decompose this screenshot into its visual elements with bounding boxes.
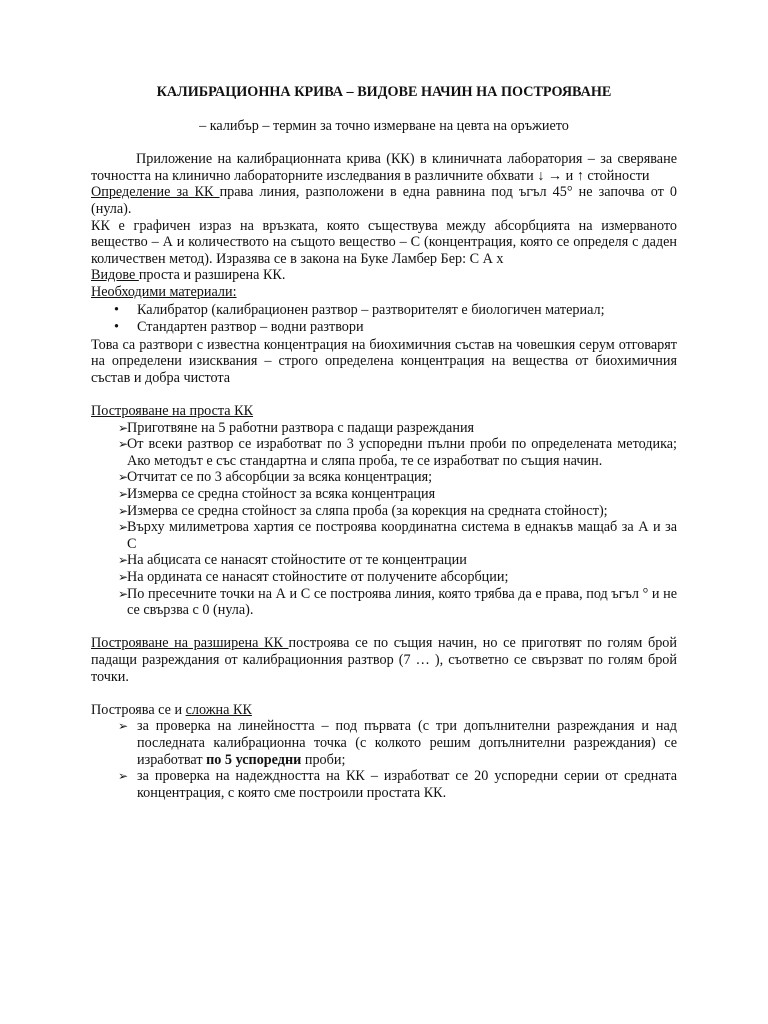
list-item: ➢ По пресечните точки на А и С се построява линия, която трябва да е права, под ъгъл ° и не се свързва с 0 (нула). xyxy=(118,585,677,619)
document-title: КАЛИБРАЦИОННА КРИВА – ВИДОВЕ НАЧИН НА ПОСТРОЯВАНЕ xyxy=(156,84,612,100)
arrow-bullet-icon: ➢ xyxy=(118,503,129,518)
complex-kk-list xyxy=(91,718,677,801)
materials-list xyxy=(91,302,677,336)
list-item: ➢ Приготвяне на 5 работни разтвора с падащи разреждания xyxy=(118,419,475,436)
list-item: ➢ за проверка на надеждността на КК – изработват се 20 успоредни серии от средната концентрация, с която сме построили простата КК. xyxy=(118,768,677,801)
arrow-bullet-icon: ➢ xyxy=(118,520,129,535)
types-label: Видове xyxy=(91,267,139,284)
complex-kk-label: сложна КК xyxy=(185,701,252,718)
arrow-bullet-icon: ➢ xyxy=(118,470,129,485)
intro-paragraph: Приложение на калибрационната крива (КК) в клиничната лаборатория – за сверяване точността на клинично лабораторните изследвания в различните обхвати ↓ → и ↑ стойности xyxy=(91,151,677,184)
bullet-icon: • xyxy=(114,319,119,336)
list-item: ➢ Отчитат се по 3 абсорбции за всяка концентрация; xyxy=(118,469,433,486)
arrow-bullet-icon: ➢ xyxy=(118,586,129,601)
definition-label: Определение за КК xyxy=(91,184,220,201)
list-item: ➢ От всеки разтвор се изработват по 3 успоредни пълни проби по определената методика; Ако методът е със стандартна и сляпа проба, те се изработват по същия начин. xyxy=(118,436,677,469)
definition-text: права линия, разположени в една равнина под ъгъл 45° не започва от 0 (нула). xyxy=(91,184,677,217)
list-item: • Стандартен разтвор – водни разтвори xyxy=(114,319,364,336)
simple-kk-steps xyxy=(91,420,677,619)
arrow-bullet-icon: ➢ xyxy=(118,437,129,452)
list-item: ➢ Върху милиметрова хартия се построява координатна система в еднакъв мащаб за А и за С xyxy=(118,519,677,552)
arrow-bullet-icon: ➢ xyxy=(118,719,129,734)
materials-heading: Необходими материали: xyxy=(91,283,237,300)
arrow-bullet-icon: ➢ xyxy=(118,553,129,568)
list-item: ➢ Измерва се средна стойност за всяка концентрация xyxy=(118,486,436,503)
types-paragraph xyxy=(91,267,677,284)
arrow-bullet-icon: ➢ xyxy=(118,487,129,502)
document-subtitle: – калибър – термин за точно измерване на цевта на оръжието xyxy=(199,117,569,134)
list-item: ➢ Измерва се средна стойност за сляпа проба (за корекция на средната стойност); xyxy=(118,502,608,519)
bullet-icon: • xyxy=(114,301,119,318)
definition-paragraph xyxy=(91,184,677,217)
list-item: ➢ за проверка на линейността – под първата (с три допълнителни разреждания и над последната калибрационна точка (с колкото решим допълнителни разреждания) се изработват по 5 успоредни проби; xyxy=(118,718,677,768)
solutions-paragraph: Това са разтвори с известна концентрация на биохимичния състав на човешкия серум отговарят на определени изисквания – строго определена концентрация на вещества от биохимичния състав и добра чистота xyxy=(91,336,677,386)
extended-kk-paragraph xyxy=(91,635,677,685)
types-text: проста и разширена КК. xyxy=(138,267,286,284)
arrow-bullet-icon: ➢ xyxy=(118,570,129,585)
kk-expression-paragraph: КК е графичен израз на връзката, която съществува между абсорбцията на измерваното вещество – А и количеството на същото вещество – С (концентрация, която се определя с даден количествен метод). Изразява се в закона на Буке Ламбер Бер: С А х xyxy=(91,217,677,267)
document-page xyxy=(91,84,677,801)
simple-kk-heading: Построяване на проста КК xyxy=(91,403,254,420)
list-item: ➢ На абцисата се нанасят стойностите от те концентрации xyxy=(118,552,467,569)
extended-kk-text: построява се по същия начин, но се приготвят по голям брой падащи разреждания от калибрационния разтвор (7 … ), съответно се свързват по голям брой точки. xyxy=(91,635,677,685)
complex-kk-heading: Построява се и сложна КК xyxy=(91,701,252,718)
extended-kk-label: Построяване на разширена КК xyxy=(91,635,289,652)
arrow-bullet-icon: ➢ xyxy=(118,420,129,435)
arrow-bullet-icon: ➢ xyxy=(118,769,129,784)
list-item: ➢ На ордината се нанасят стойностите от получените абсорбции; xyxy=(118,569,509,586)
list-item: • Калибратор (калибрационен разтвор – разтворителят е биологичен материал; xyxy=(114,301,605,318)
